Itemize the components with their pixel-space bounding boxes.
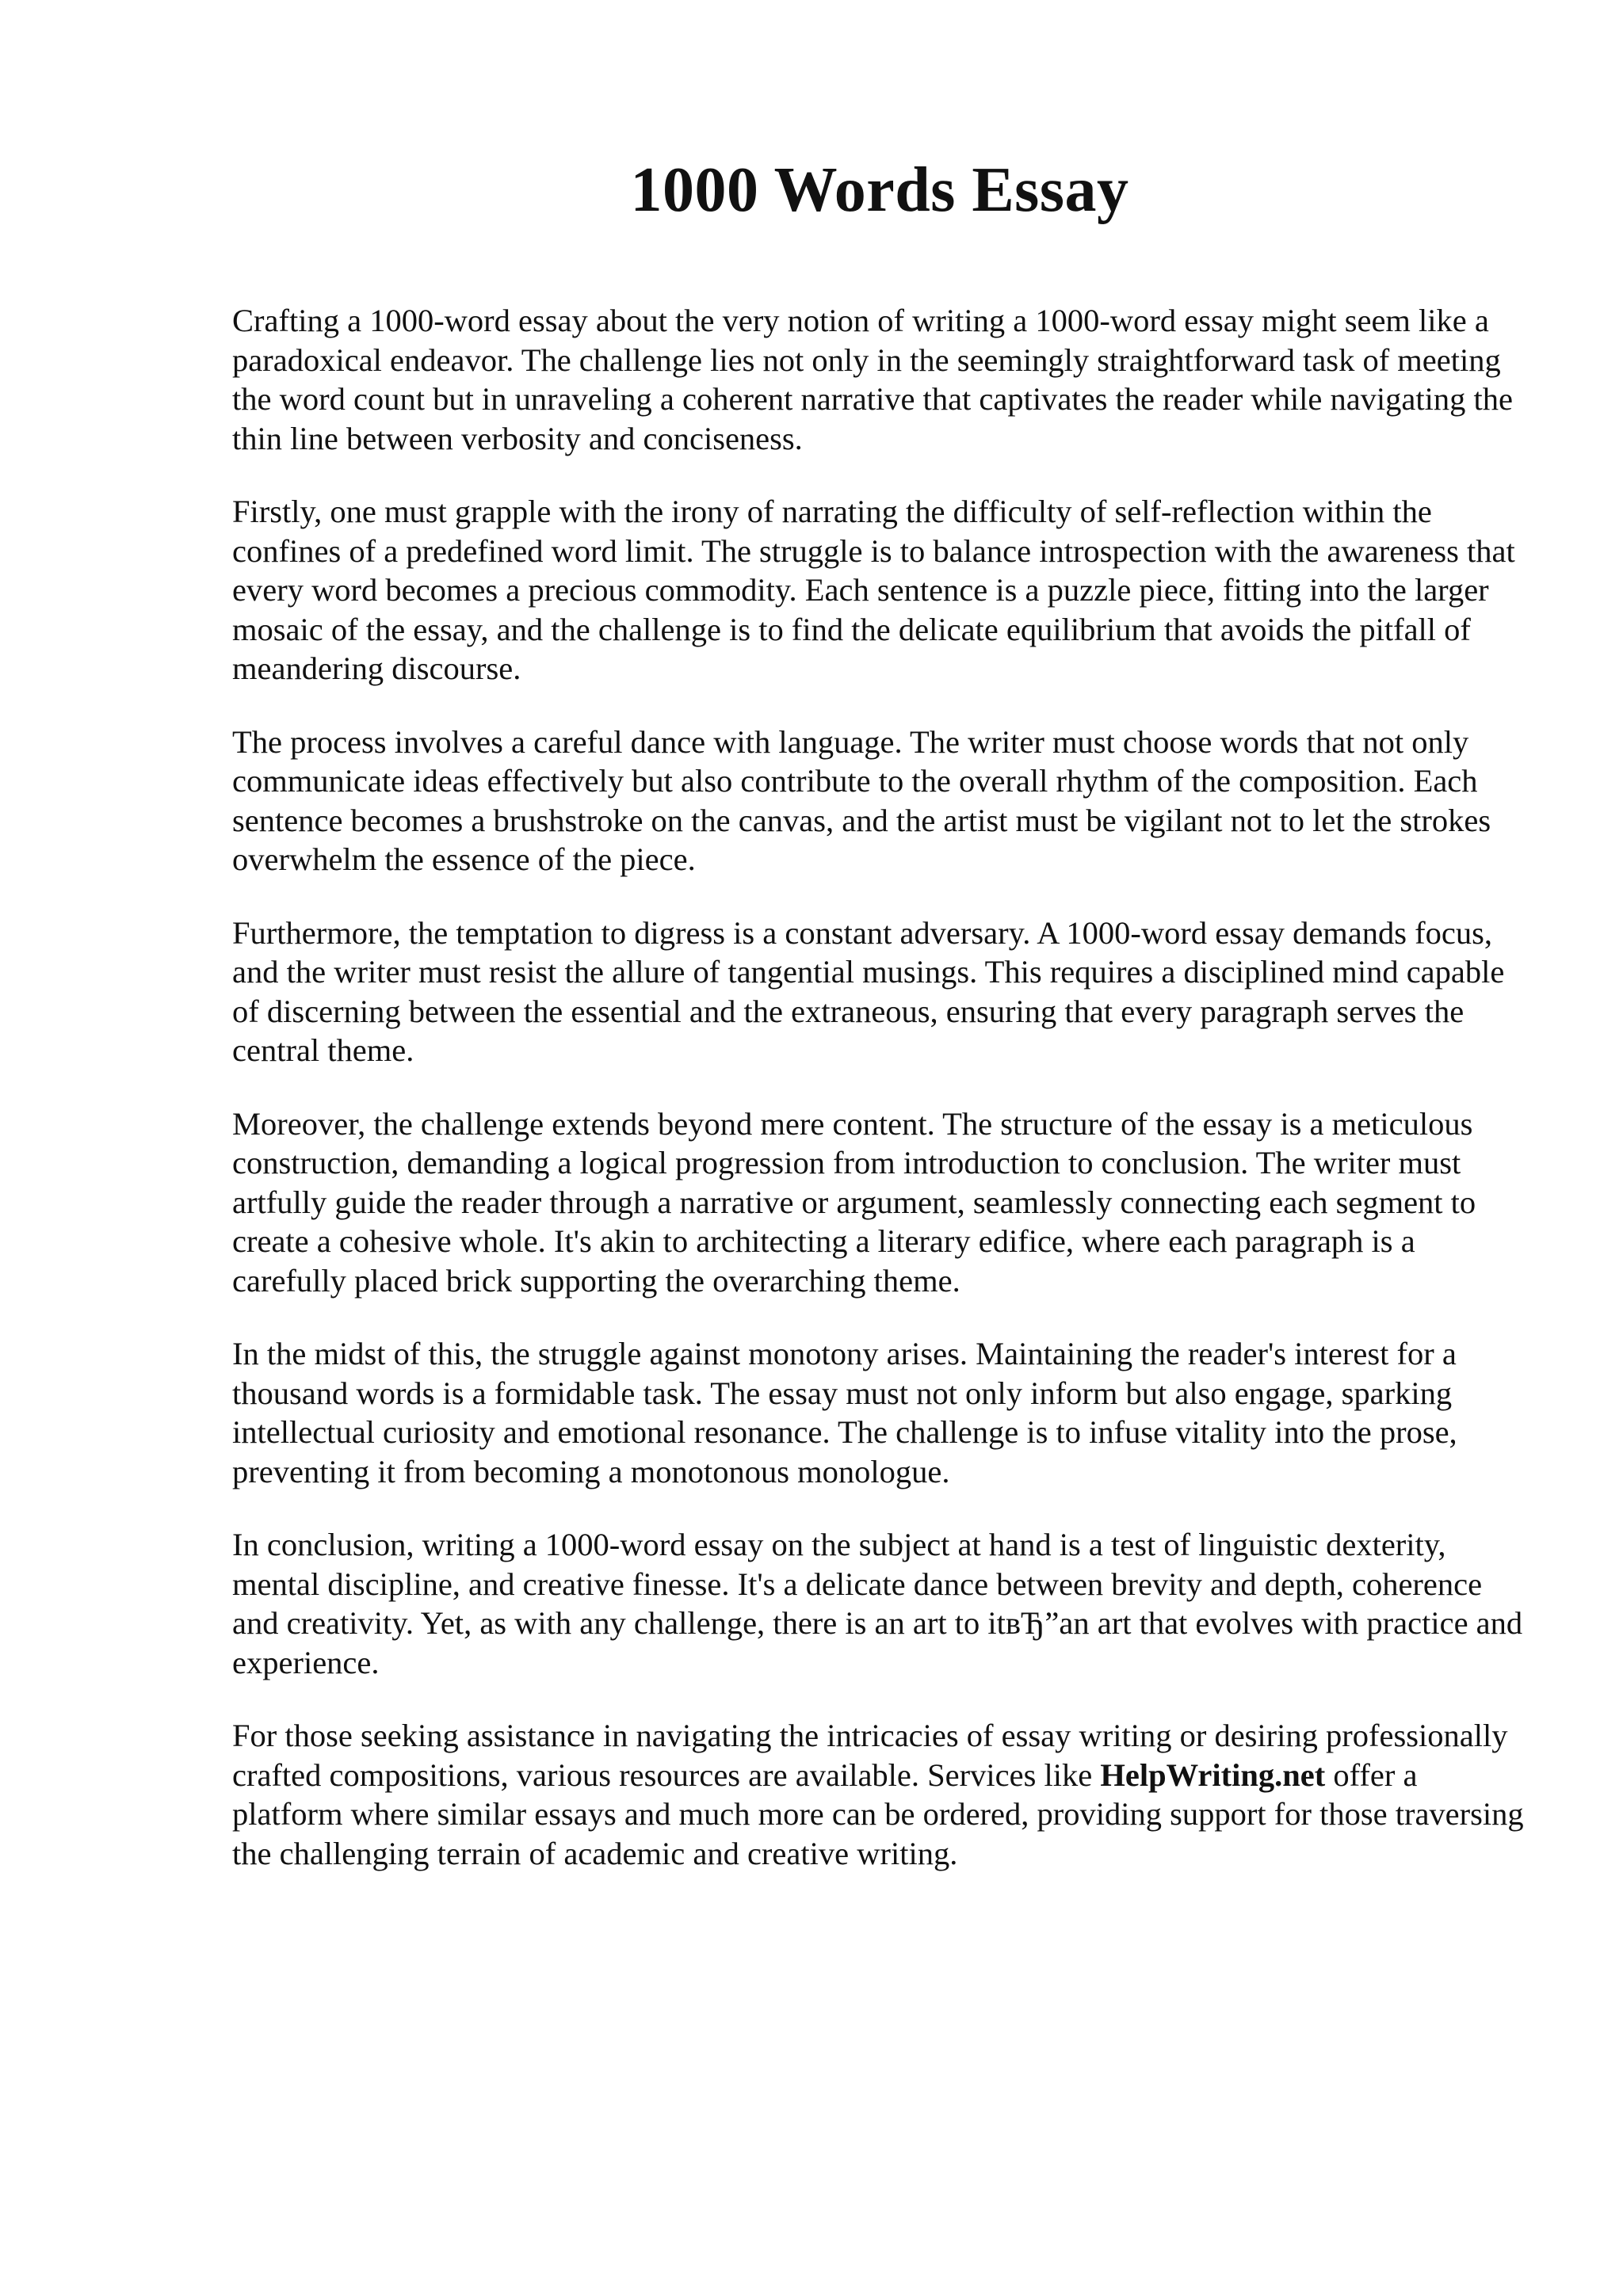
document-title: 1000 Words Essay xyxy=(630,155,1129,225)
paragraph-1: Crafting a 1000-word essay about the very notion of writing a 1000-word essay might seem like a paradoxical endeavor. The challenge lies not only in the seemingly straightforward task of meeting the word count but in unraveling a coherent narrative that captivates the reader while navigating the thin line between verbosity and conciseness. xyxy=(232,303,1514,456)
paragraph-2: Firstly, one must grapple with the irony of narrating the difficulty of self-reflection within the confines of a predefined word limit. The struggle is to balance introspection with the awareness that every word becomes a precious commodity. Each sentence is a puzzle piece, fitting into the larger mosaic of the essay, and the challenge is to find the delicate equilibrium that avoids the pitfall of meandering discourse. xyxy=(232,494,1515,686)
paragraph-3: The process involves a careful dance with language. The writer must choose words that not only communicate ideas effectively but also contribute to the overall rhythm of the composition. Each sentence becomes a brushstroke on the canvas, and the artist must be vigilant not to let the strokes overwhelm the essence of the piece. xyxy=(232,723,1491,877)
paragraph-8-outro: offer a platform where similar essays and much more can be ordered, providing support for those traversing the challenging terrain of academic and creative writing. xyxy=(232,1756,1524,1871)
paragraph-7: In conclusion, writing a 1000-word essay on the subject at hand is a test of linguistic dexterity, mental discipline, and creative finesse. It's a delicate dance between brevity and depth, coherence and creativity. Yet, as with any challenge, there is an art to itвЂ”an art that evolves with practice and experience. xyxy=(232,1527,1523,1680)
paragraph-6: In the midst of this, the struggle against monotony arises. Maintaining the reader's interest for a thousand words is a formidable task. The essay must not only inform but also engage, sparking intellectual curiosity and emotional resonance. The challenge is to infuse vitality into the prose, preventing it from becoming a monotonous monologue. xyxy=(232,1336,1457,1489)
paragraph-5: Moreover, the challenge extends beyond mere content. The structure of the essay is a meticulous construction, demanding a logical progression from introduction to conclusion. The writer must artfully guide the reader through a narrative or argument, seamlessly connecting each segment to create a cohesive whole. It's akin to architecting a literary edifice, where each paragraph is a carefully placed brick supporting the overarching theme. xyxy=(232,1105,1476,1299)
paragraph-8-intro: For those seeking assistance in navigating the intricacies of essay writing or desiring professionally crafted compositions, various resources are available. Services like xyxy=(232,1718,1508,1793)
paragraph-8 xyxy=(232,1716,1532,1873)
brand-name: HelpWriting.net xyxy=(1100,1756,1326,1793)
paragraph-4: Furthermore, the temptation to digress is a constant adversary. A 1000-word essay demands focus, and the writer must resist the allure of tangential musings. This requires a disciplined mind capable of discerning between the essential and the extraneous, ensuring that every paragraph serves the central theme. xyxy=(232,914,1505,1068)
essay-body xyxy=(232,301,1532,1907)
